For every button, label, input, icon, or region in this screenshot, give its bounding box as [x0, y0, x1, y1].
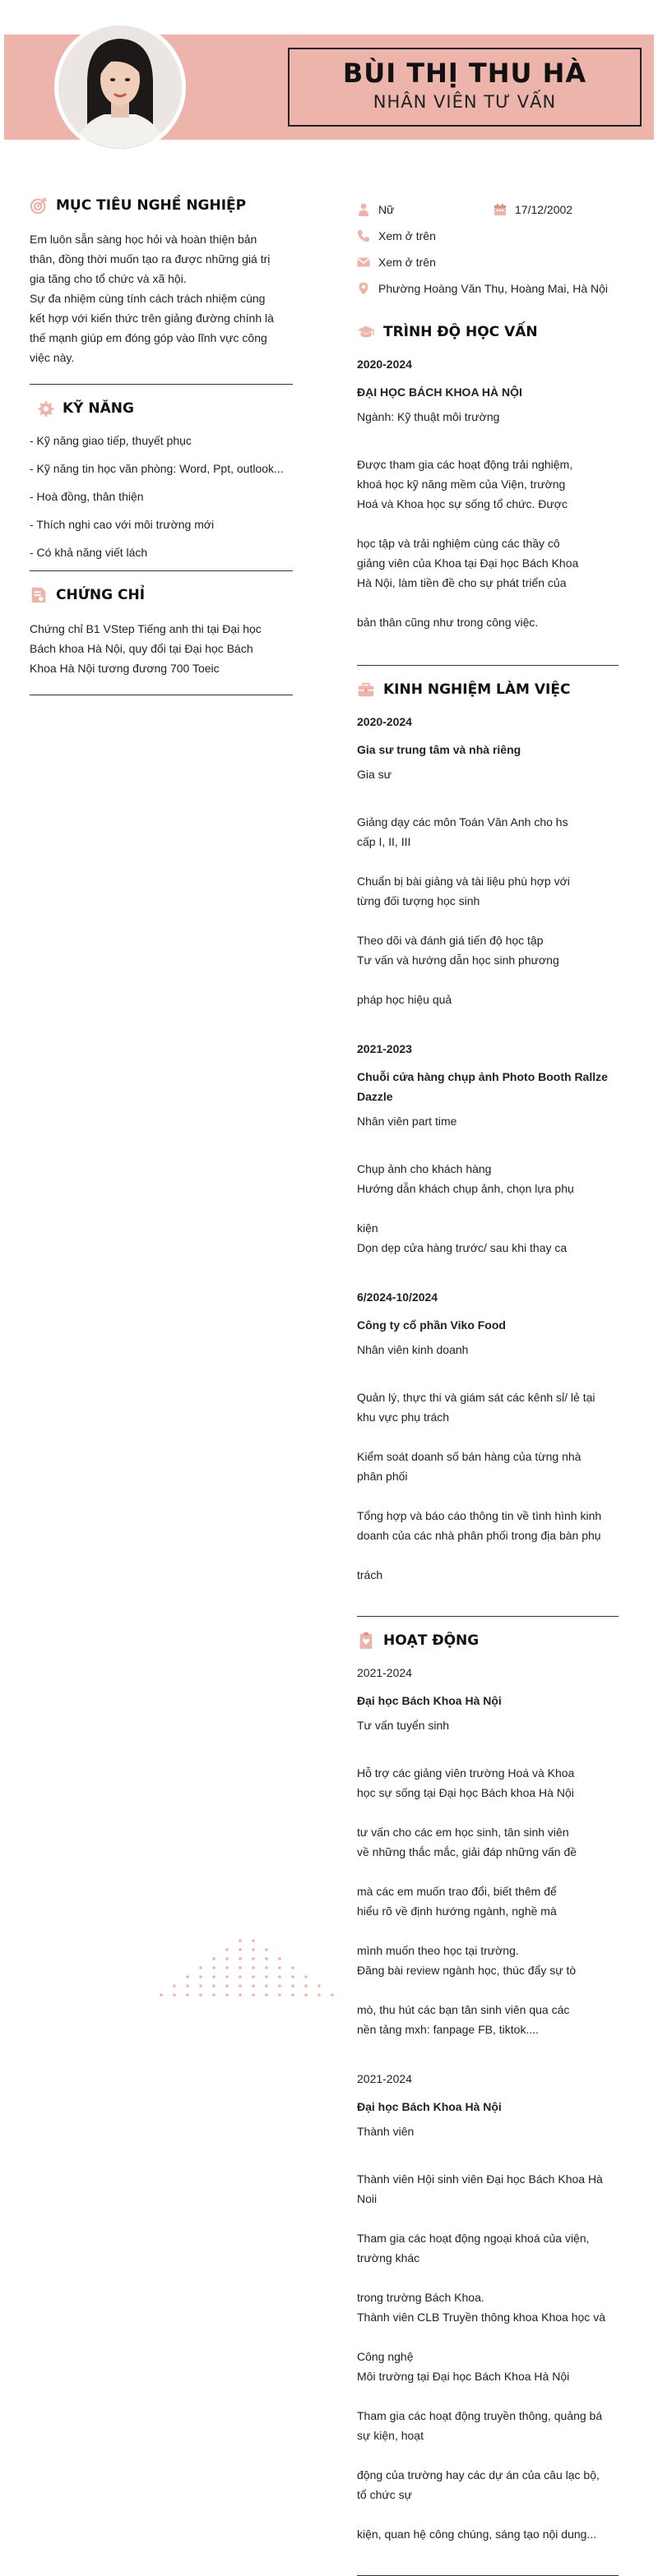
section-objective-title: MỤC TIÊU NGHỀ NGHIỆP: [30, 193, 293, 218]
job-company: Gia sư trung tâm và nhà riêng: [357, 743, 521, 756]
decorative-dot: [278, 1993, 281, 1997]
decorative-dot: [225, 1957, 229, 1960]
decorative-dot: [252, 1939, 255, 1942]
decorative-dot: [212, 1975, 215, 1978]
decorative-dot: [212, 1957, 215, 1960]
decorative-dot: [225, 1993, 229, 1997]
decorative-dot: [252, 1948, 255, 1951]
certificate-icon: [30, 586, 48, 604]
job-period: 2021-2023: [357, 1042, 412, 1055]
phone-row: [357, 228, 619, 244]
activity-period: 2021-2024: [357, 2072, 412, 2085]
divider: [30, 384, 293, 385]
divider: [30, 570, 293, 571]
decorative-dot: [225, 1975, 229, 1978]
job-period: 2020-2024: [357, 715, 412, 728]
decorative-dot: [199, 1984, 202, 1987]
list-item: - Thích nghi cao với môi trường mới: [30, 518, 215, 531]
decorative-dot: [304, 1984, 308, 1987]
job-period: 6/2024-10/2024: [357, 1290, 438, 1304]
email-value: Xem ở trên: [378, 256, 436, 269]
decorative-dot: [265, 1966, 268, 1969]
decorative-dot-pattern: [148, 1936, 345, 2001]
section-experience-title: KINH NGHIỆM LÀM VIỆC: [357, 677, 619, 702]
decorative-dot: [239, 1984, 242, 1987]
decorative-dot: [252, 1957, 255, 1960]
left-column: [30, 193, 293, 695]
job-title: NHÂN VIÊN TƯ VẤN: [373, 92, 557, 112]
decorative-dot: [186, 1984, 189, 1987]
section-activities-title: HOẠT ĐỘNG: [357, 1628, 619, 1653]
decorative-dot: [265, 1948, 268, 1951]
education-period: 2020-2024: [357, 358, 412, 371]
decorative-dot: [278, 1984, 281, 1987]
section-education-title: TRÌNH ĐỘ HỌC VẤN: [357, 320, 619, 344]
decorative-dot: [317, 1984, 321, 1987]
objective-text: Em luôn sẵn sàng học hỏi và hoàn thiện bản thân, đồng thời muốn tạo ra được những giá trị gia tăng cho tổ chức và xã hội. Sự đa nhiệm cùng tính cách trách nhiệm cùng kết hợp với kiến thức trên giảng đường chính là thế mạnh giúp em đóng góp vào lĩnh vực công việc này.: [30, 233, 274, 364]
decorative-dot: [252, 1993, 255, 1997]
activity-role: Tư vấn tuyển sinh: [357, 1719, 450, 1732]
job-entry: [357, 1041, 619, 1277]
decorative-dot: [199, 1993, 202, 1997]
decorative-dot: [252, 1984, 255, 1987]
decorative-dot: [291, 1993, 294, 1997]
decorative-dot: [199, 1975, 202, 1978]
decorative-dot: [291, 1984, 294, 1987]
job-company: Chuỗi cửa hàng chụp ảnh Photo Booth Rallze Dazzle: [357, 1070, 608, 1103]
decorative-dot: [291, 1966, 294, 1969]
divider: [357, 1616, 619, 1617]
avatar: [54, 21, 186, 153]
decorative-dot: [225, 1966, 229, 1969]
briefcase-icon: [357, 681, 375, 699]
email-row: [357, 254, 619, 270]
decorative-dot: [304, 1975, 308, 1978]
mail-icon: [357, 256, 370, 269]
decorative-dot: [239, 1993, 242, 1997]
decorative-dot: [239, 1957, 242, 1960]
target-icon: [30, 196, 48, 215]
phone-value: Xem ở trên: [378, 229, 436, 242]
decorative-dot: [278, 1957, 281, 1960]
decorative-dot: [173, 1993, 176, 1997]
activity-org: Đại học Bách Khoa Hà Nội: [357, 1694, 502, 1707]
decorative-dot: [291, 1975, 294, 1978]
job-description: Giảng dạy các môn Toán Văn Anh cho hs cấp I, II, III Chuẩn bị bài giảng và tài liệu phù hợp với từng đối tượng học sinh Theo dõi và đánh giá tiến độ học tập Tư vấn và hướng dẫn học sinh phương pháp học hiệu quả: [357, 815, 570, 1006]
gender-value: Nữ: [378, 203, 395, 216]
decorative-dot: [239, 1948, 242, 1951]
decorative-dot: [173, 1984, 176, 1987]
job-company: Công ty cổ phần Viko Food: [357, 1318, 506, 1332]
job-description: Chụp ảnh cho khách hàng Hướng dẫn khách chụp ảnh, chọn lựa phụ kiện Dọn dẹp cửa hàng trước/ sau khi thay ca: [357, 1162, 574, 1254]
list-item: - Có khả năng viết lách: [30, 546, 148, 559]
certificates-text: Chứng chỉ B1 VStep Tiếng anh thi tại Đại học Bách khoa Hà Nội, quy đổi tại Đại học Bách Khoa Hà Nội tương đương 700 Toeic: [30, 622, 262, 675]
right-column: [357, 201, 619, 2576]
decorative-dot: [239, 1975, 242, 1978]
decorative-dot: [212, 1993, 215, 1997]
decorative-dot: [160, 1993, 163, 1997]
decorative-dot: [317, 1993, 321, 1997]
list-item: - Kỹ năng giao tiếp, thuyết phục: [30, 434, 192, 447]
list-item: - Kỹ năng tin học văn phòng: Word, Ppt, outlook...: [30, 462, 284, 475]
graduation-cap-icon: [357, 323, 375, 341]
section-skills-title: KỸ NĂNG: [36, 396, 293, 421]
dob-value: 17/12/2002: [515, 203, 573, 216]
section-certificates-title: CHỨNG CHỈ: [30, 583, 293, 607]
gender-dob-row: [357, 201, 619, 218]
decorative-dot: [239, 1939, 242, 1942]
gear-icon: [36, 399, 54, 418]
decorative-dot: [278, 1966, 281, 1969]
decorative-dot: [225, 1984, 229, 1987]
activity-org: Đại học Bách Khoa Hà Nội: [357, 2100, 502, 2113]
job-entry: [357, 1289, 619, 1604]
list-item: - Hoà đồng, thân thiện: [30, 490, 144, 503]
phone-icon: [357, 229, 370, 242]
decorative-dot: [265, 1993, 268, 1997]
activity-description: Hỗ trợ các giảng viên trường Hoá và Khoa học sự sống tại Đại học Bách khoa Hà Nội tư vấn cho các em học sinh, tân sinh viên về những thắc mắc, giải đáp những vấn đề mà các em muốn trao đổi, biết thêm để hiểu rõ về định hướng ngành, nghề mà mình muốn theo học tại trường. Đăng bài review ngành học, thúc đẩy sự tò mò, thu hút các bạn tân sinh viên qua các nền tảng mxh: fanpage FB, tiktok....: [357, 1766, 577, 2036]
decorative-dot: [239, 1966, 242, 1969]
activity-entry: [357, 1664, 619, 2059]
decorative-dot: [304, 1993, 308, 1997]
location-pin-icon: [357, 282, 370, 295]
education-major: Ngành: Kỹ thuật môi trường: [357, 410, 500, 423]
activity-description: Thành viên Hội sinh viên Đại học Bách Khoa Hà Noii Tham gia các hoạt động ngoại khoá của viện, trường khác trong trường Bách Khoa. Thành viên CLB Truyền thông khoa Khoa học và Công nghệ Môi trường tại Đại học Bách Khoa Hà Nội Tham gia các hoạt động truyền thông, quảng bá sự kiện, hoạt động của trường hay các dự án của câu lạc bộ, tổ chức sự kiện, quan hệ công chúng, sáng tạo nội dung...: [357, 2172, 605, 2541]
badge-icon: [357, 1632, 375, 1650]
activity-entry: [357, 2070, 619, 2564]
full-name: BÙI THỊ THU HÀ: [342, 58, 587, 89]
decorative-dot: [252, 1966, 255, 1969]
decorative-dot: [252, 1975, 255, 1978]
job-role: Nhân viên part time: [357, 1115, 457, 1128]
job-entry: [357, 713, 619, 1029]
job-role: Nhân viên kinh doanh: [357, 1343, 469, 1356]
decorative-dot: [199, 1966, 202, 1969]
activity-period: 2021-2024: [357, 1666, 412, 1679]
calendar-icon: [494, 203, 507, 216]
address-value: Phường Hoàng Văn Thụ, Hoàng Mai, Hà Nội: [378, 282, 609, 295]
decorative-dot: [265, 1975, 268, 1978]
decorative-dot: [212, 1966, 215, 1969]
divider: [357, 665, 619, 666]
name-box: [288, 48, 642, 127]
education-school: ĐẠI HỌC BÁCH KHOA HÀ NỘI: [357, 385, 522, 399]
decorative-dot: [331, 1993, 334, 1997]
person-icon: [357, 203, 370, 216]
address-row: [357, 280, 619, 297]
skills-list: [30, 432, 293, 561]
decorative-dot: [186, 1993, 189, 1997]
portrait-photo: [58, 25, 182, 149]
job-role: Gia sư: [357, 768, 392, 781]
decorative-dot: [265, 1984, 268, 1987]
decorative-dot: [212, 1984, 215, 1987]
decorative-dot: [225, 1948, 229, 1951]
decorative-dot: [186, 1975, 189, 1978]
education-description: Được tham gia các hoạt động trải nghiệm, khoá học kỹ năng mềm của Viện, trường Hoá và Khoa học sự sống tổ chức. Được học tập và trải nghiệm cùng các thầy cô giảng viên của Khoa tại Đại học Bách Khoa Hà Nội, làm tiền đề cho sự phát triển của bản thân cũng như trong công việc.: [357, 458, 579, 629]
activity-role: Thành viên: [357, 2125, 415, 2138]
decorative-dot: [265, 1957, 268, 1960]
decorative-dot: [278, 1975, 281, 1978]
job-description: Quản lý, thực thi và giám sát các kênh sỉ/ lẻ tại khu vực phụ trách Kiểm soát doanh số bán hàng của từng nhà phân phối Tổng hợp và báo cáo thông tin về tình hình kinh doanh của các nhà phân phối trong địa bàn phụ trách: [357, 1391, 602, 1581]
